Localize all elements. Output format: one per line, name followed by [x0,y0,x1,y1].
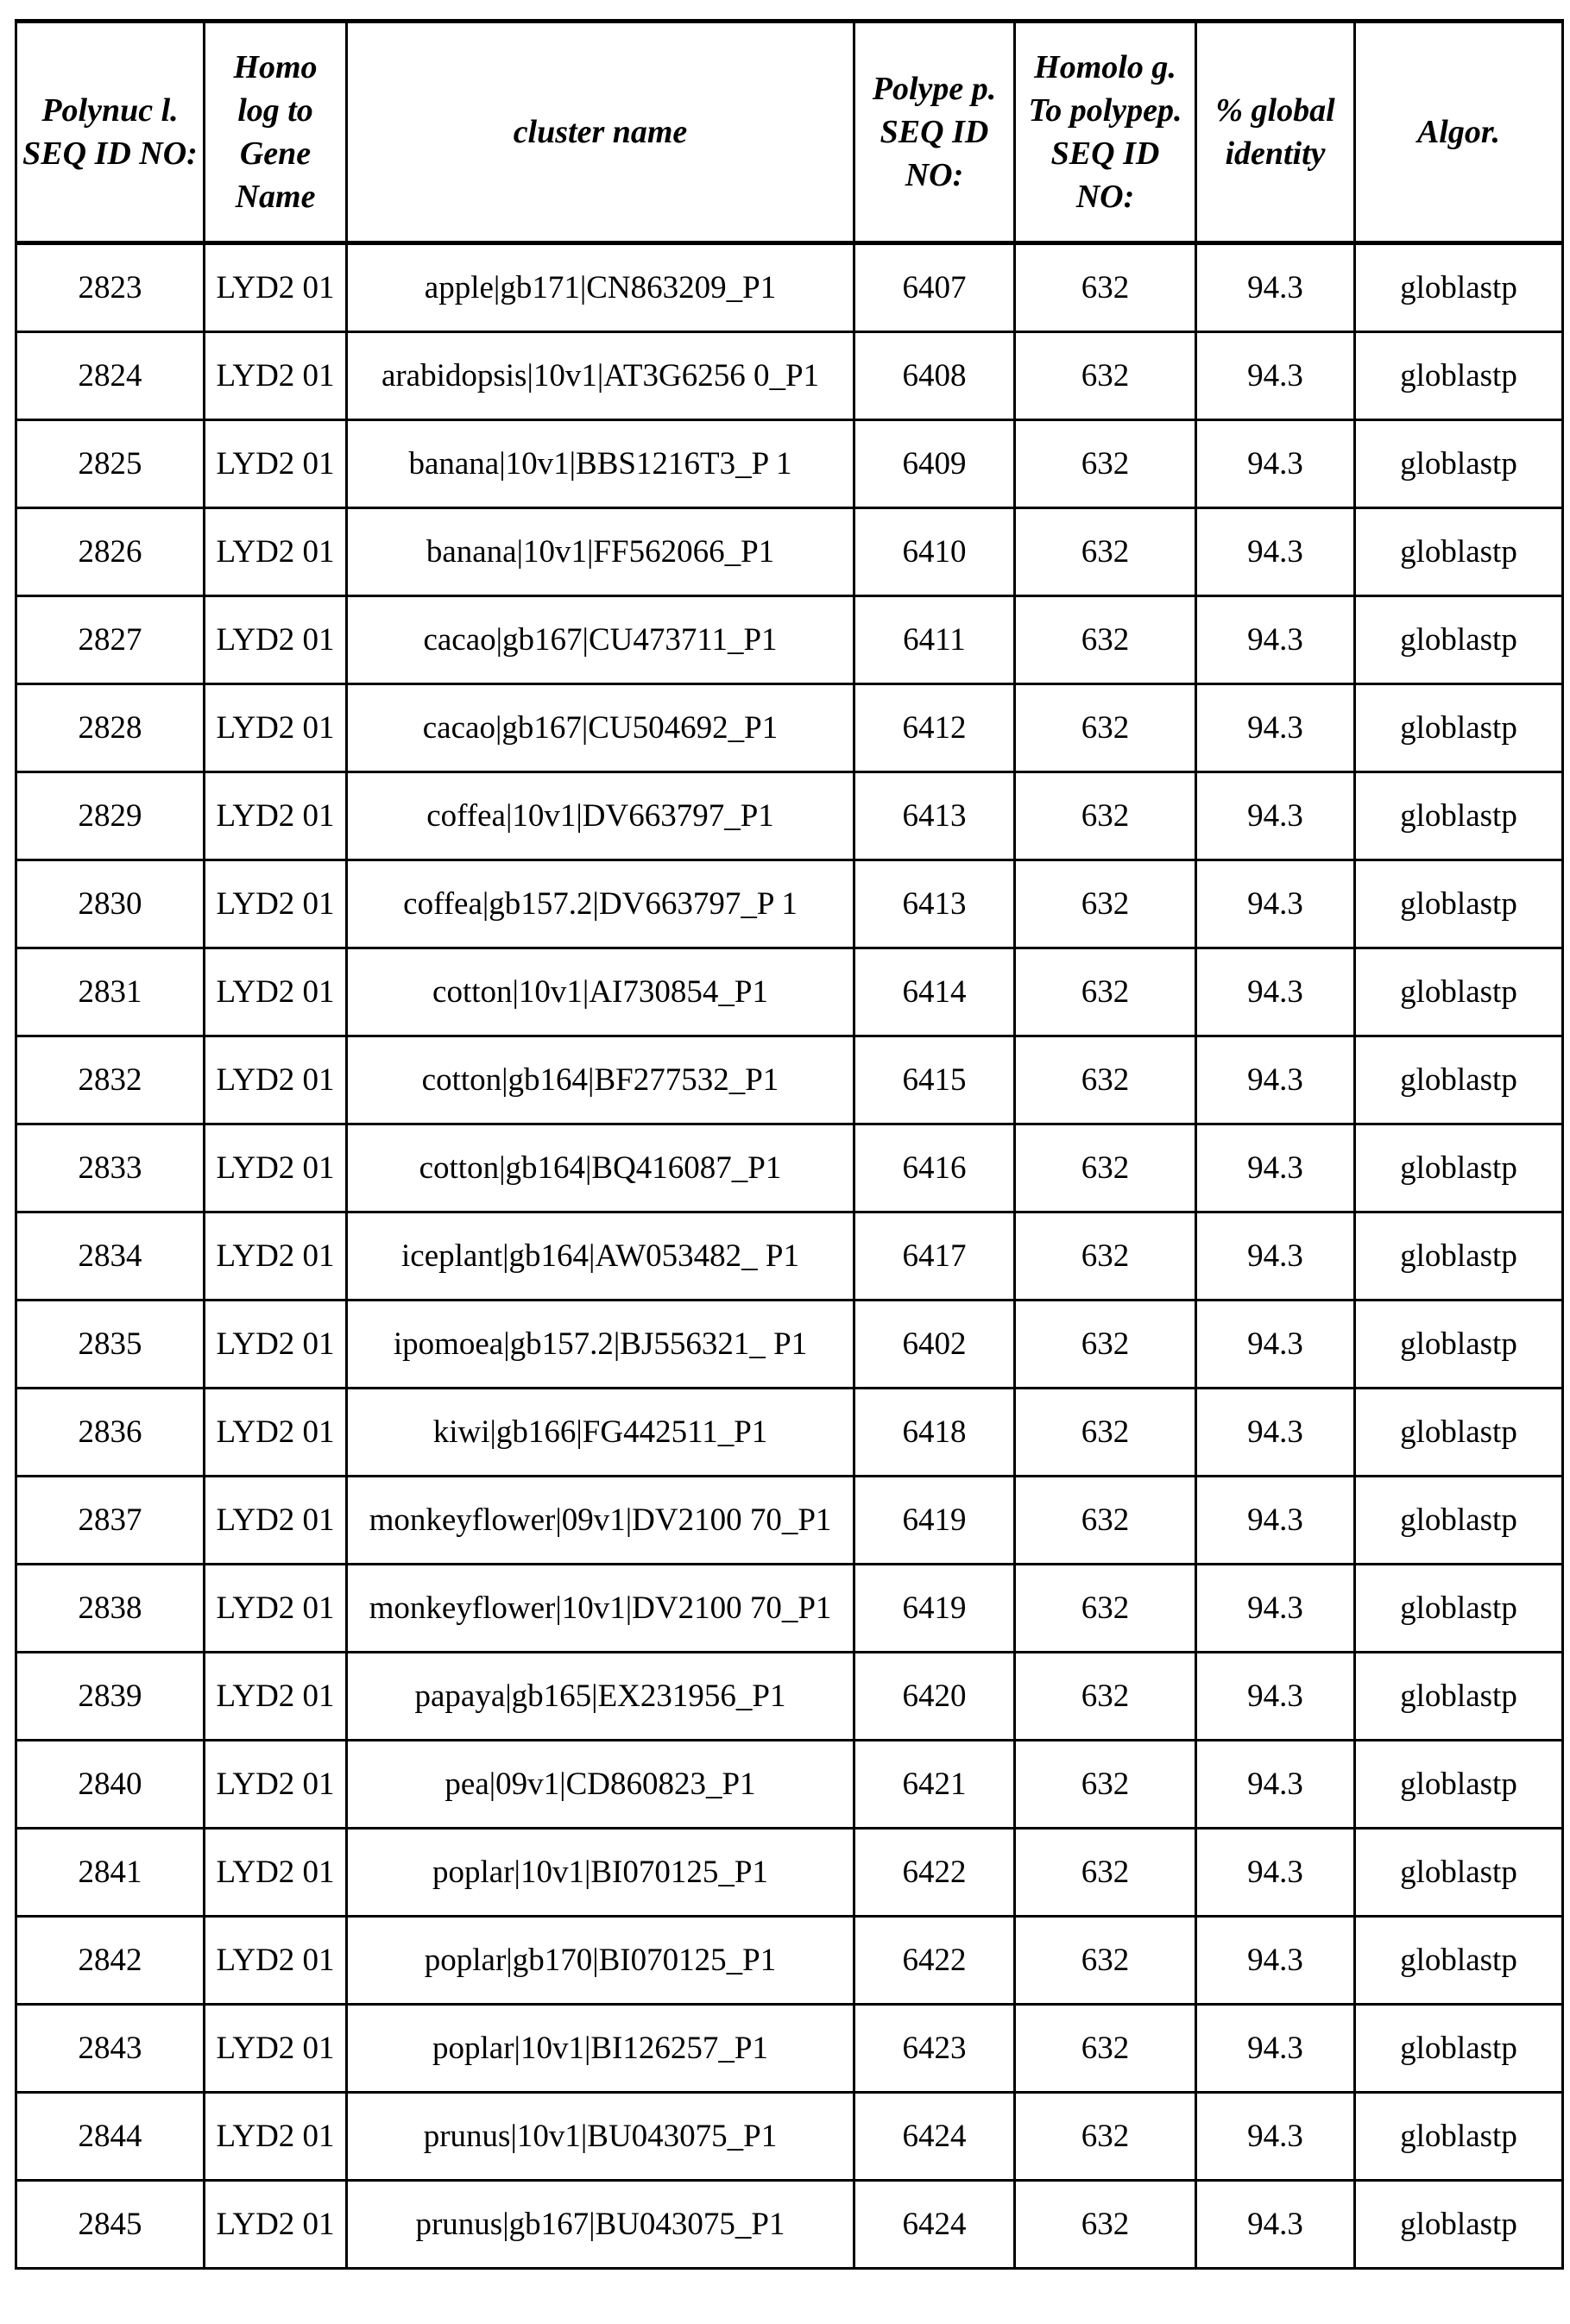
table-row [16,1389,1563,1477]
table-row [16,243,1563,332]
cell-homolog-gene-name: LYD2 01 [205,1741,347,1829]
cell-homolog-polypeptide-seq-id: 632 [1015,596,1196,684]
cell-global-identity: 94.3 [1196,1741,1355,1829]
cell-global-identity: 94.3 [1196,1653,1355,1741]
cell-algorithm: globlastp [1355,1741,1563,1829]
cell-global-identity: 94.3 [1196,243,1355,332]
cell-homolog-polypeptide-seq-id: 632 [1015,1212,1196,1301]
header-algorithm: Algor. [1355,22,1563,243]
cell-algorithm: globlastp [1355,1036,1563,1124]
cell-cluster-name: poplar|gb170|BI070125_P1 [347,1917,854,2005]
cell-global-identity: 94.3 [1196,772,1355,860]
cell-homolog-gene-name: LYD2 01 [205,243,347,332]
table-row [16,1829,1563,1917]
cell-polypeptide-seq-id: 6417 [854,1212,1015,1301]
cell-cluster-name: cacao|gb167|CU473711_P1 [347,596,854,684]
cell-polynucleotide-seq-id: 2835 [16,1301,205,1389]
table-row [16,596,1563,684]
cell-polynucleotide-seq-id: 2836 [16,1389,205,1477]
cell-polynucleotide-seq-id: 2843 [16,2005,205,2093]
cell-polynucleotide-seq-id: 2823 [16,243,205,332]
cell-global-identity: 94.3 [1196,596,1355,684]
cell-homolog-gene-name: LYD2 01 [205,1124,347,1212]
table-row [16,1212,1563,1301]
cell-global-identity: 94.3 [1196,1124,1355,1212]
cell-algorithm: globlastp [1355,1212,1563,1301]
table-row [16,1565,1563,1653]
cell-cluster-name: poplar|10v1|BI070125_P1 [347,1829,854,1917]
cell-homolog-polypeptide-seq-id: 632 [1015,1301,1196,1389]
cell-global-identity: 94.3 [1196,684,1355,772]
cell-global-identity: 94.3 [1196,860,1355,948]
cell-homolog-gene-name: LYD2 01 [205,948,347,1036]
cell-homolog-polypeptide-seq-id: 632 [1015,1036,1196,1124]
cell-algorithm: globlastp [1355,2093,1563,2181]
cell-cluster-name: coffea|10v1|DV663797_P1 [347,772,854,860]
cell-cluster-name: apple|gb171|CN863209_P1 [347,243,854,332]
cell-polynucleotide-seq-id: 2837 [16,1477,205,1565]
cell-cluster-name: papaya|gb165|EX231956_P1 [347,1653,854,1741]
cell-homolog-gene-name: LYD2 01 [205,2181,347,2269]
cell-homolog-gene-name: LYD2 01 [205,1477,347,1565]
table-row [16,1036,1563,1124]
cell-homolog-polypeptide-seq-id: 632 [1015,332,1196,420]
table-row [16,1301,1563,1389]
cell-polypeptide-seq-id: 6423 [854,2005,1015,2093]
cell-cluster-name: ipomoea|gb157.2|BJ556321_ P1 [347,1301,854,1389]
cell-polypeptide-seq-id: 6408 [854,332,1015,420]
cell-global-identity: 94.3 [1196,1301,1355,1389]
cell-homolog-polypeptide-seq-id: 632 [1015,684,1196,772]
table-row [16,1741,1563,1829]
cell-polynucleotide-seq-id: 2839 [16,1653,205,1741]
header-global-identity: % global identity [1196,22,1355,243]
cell-polynucleotide-seq-id: 2840 [16,1741,205,1829]
cell-homolog-polypeptide-seq-id: 632 [1015,772,1196,860]
cell-algorithm: globlastp [1355,420,1563,508]
cell-homolog-gene-name: LYD2 01 [205,860,347,948]
cell-homolog-polypeptide-seq-id: 632 [1015,1477,1196,1565]
cell-polynucleotide-seq-id: 2828 [16,684,205,772]
cell-polypeptide-seq-id: 6424 [854,2093,1015,2181]
cell-polynucleotide-seq-id: 2833 [16,1124,205,1212]
cell-cluster-name: cotton|10v1|AI730854_P1 [347,948,854,1036]
cell-algorithm: globlastp [1355,2181,1563,2269]
cell-polypeptide-seq-id: 6410 [854,508,1015,596]
table-row [16,2181,1563,2269]
table-row [16,508,1563,596]
table-row [16,1477,1563,1565]
cell-homolog-polypeptide-seq-id: 632 [1015,420,1196,508]
cell-cluster-name: iceplant|gb164|AW053482_ P1 [347,1212,854,1301]
table-row [16,860,1563,948]
header-polypeptide-seq-id: Polype p. SEQ ID NO: [854,22,1015,243]
table-row [16,1917,1563,2005]
cell-polypeptide-seq-id: 6418 [854,1389,1015,1477]
cell-homolog-polypeptide-seq-id: 632 [1015,243,1196,332]
cell-polypeptide-seq-id: 6402 [854,1301,1015,1389]
cell-algorithm: globlastp [1355,772,1563,860]
cell-cluster-name: cacao|gb167|CU504692_P1 [347,684,854,772]
cell-homolog-gene-name: LYD2 01 [205,332,347,420]
cell-homolog-polypeptide-seq-id: 632 [1015,948,1196,1036]
cell-cluster-name: cotton|gb164|BF277532_P1 [347,1036,854,1124]
header-homolog-polypeptide-seq-id: Homolo g. To polypep. SEQ ID NO: [1015,22,1196,243]
cell-algorithm: globlastp [1355,508,1563,596]
cell-homolog-gene-name: LYD2 01 [205,596,347,684]
cell-polypeptide-seq-id: 6422 [854,1829,1015,1917]
cell-global-identity: 94.3 [1196,1829,1355,1917]
cell-polypeptide-seq-id: 6420 [854,1653,1015,1741]
header-polynucleotide-seq-id: Polynuc l. SEQ ID NO: [16,22,205,243]
cell-cluster-name: coffea|gb157.2|DV663797_P 1 [347,860,854,948]
cell-cluster-name: banana|10v1|BBS1216T3_P 1 [347,420,854,508]
cell-global-identity: 94.3 [1196,1036,1355,1124]
table-row [16,1653,1563,1741]
cell-polynucleotide-seq-id: 2831 [16,948,205,1036]
cell-global-identity: 94.3 [1196,948,1355,1036]
cell-polynucleotide-seq-id: 2824 [16,332,205,420]
cell-homolog-polypeptide-seq-id: 632 [1015,2093,1196,2181]
cell-algorithm: globlastp [1355,1829,1563,1917]
cell-homolog-gene-name: LYD2 01 [205,1565,347,1653]
cell-homolog-gene-name: LYD2 01 [205,1036,347,1124]
table-row [16,2093,1563,2181]
table-row [16,684,1563,772]
cell-homolog-gene-name: LYD2 01 [205,1301,347,1389]
cell-homolog-gene-name: LYD2 01 [205,772,347,860]
cell-homolog-polypeptide-seq-id: 632 [1015,1917,1196,2005]
cell-polynucleotide-seq-id: 2844 [16,2093,205,2181]
cell-homolog-polypeptide-seq-id: 632 [1015,2005,1196,2093]
cell-homolog-gene-name: LYD2 01 [205,508,347,596]
cell-polypeptide-seq-id: 6412 [854,684,1015,772]
cell-polynucleotide-seq-id: 2827 [16,596,205,684]
cell-algorithm: globlastp [1355,1477,1563,1565]
cell-algorithm: globlastp [1355,1917,1563,2005]
cell-cluster-name: monkeyflower|10v1|DV2100 70_P1 [347,1565,854,1653]
homolog-table [15,19,1564,2270]
cell-polypeptide-seq-id: 6422 [854,1917,1015,2005]
cell-polypeptide-seq-id: 6413 [854,860,1015,948]
cell-polypeptide-seq-id: 6415 [854,1036,1015,1124]
cell-global-identity: 94.3 [1196,420,1355,508]
cell-polynucleotide-seq-id: 2829 [16,772,205,860]
table-row [16,2005,1563,2093]
cell-homolog-polypeptide-seq-id: 632 [1015,860,1196,948]
cell-global-identity: 94.3 [1196,2181,1355,2269]
cell-homolog-gene-name: LYD2 01 [205,1389,347,1477]
cell-homolog-gene-name: LYD2 01 [205,420,347,508]
cell-polypeptide-seq-id: 6419 [854,1565,1015,1653]
cell-global-identity: 94.3 [1196,2005,1355,2093]
cell-polynucleotide-seq-id: 2834 [16,1212,205,1301]
cell-cluster-name: monkeyflower|09v1|DV2100 70_P1 [347,1477,854,1565]
cell-polypeptide-seq-id: 6413 [854,772,1015,860]
header-row [16,22,1563,243]
header-homolog-gene-name: Homo log to Gene Name [205,22,347,243]
cell-cluster-name: kiwi|gb166|FG442511_P1 [347,1389,854,1477]
cell-algorithm: globlastp [1355,1565,1563,1653]
cell-algorithm: globlastp [1355,1301,1563,1389]
cell-polynucleotide-seq-id: 2830 [16,860,205,948]
cell-polypeptide-seq-id: 6421 [854,1741,1015,1829]
cell-algorithm: globlastp [1355,2005,1563,2093]
cell-cluster-name: prunus|gb167|BU043075_P1 [347,2181,854,2269]
cell-polynucleotide-seq-id: 2832 [16,1036,205,1124]
cell-algorithm: globlastp [1355,684,1563,772]
cell-cluster-name: prunus|10v1|BU043075_P1 [347,2093,854,2181]
table-row [16,332,1563,420]
cell-global-identity: 94.3 [1196,1565,1355,1653]
cell-polypeptide-seq-id: 6409 [854,420,1015,508]
cell-cluster-name: banana|10v1|FF562066_P1 [347,508,854,596]
cell-cluster-name: poplar|10v1|BI126257_P1 [347,2005,854,2093]
cell-polypeptide-seq-id: 6411 [854,596,1015,684]
table-row [16,420,1563,508]
cell-algorithm: globlastp [1355,332,1563,420]
cell-polypeptide-seq-id: 6419 [854,1477,1015,1565]
cell-homolog-gene-name: LYD2 01 [205,1212,347,1301]
table-row [16,948,1563,1036]
cell-algorithm: globlastp [1355,948,1563,1036]
cell-homolog-polypeptide-seq-id: 632 [1015,508,1196,596]
cell-polynucleotide-seq-id: 2842 [16,1917,205,2005]
cell-homolog-polypeptide-seq-id: 632 [1015,1829,1196,1917]
cell-algorithm: globlastp [1355,1389,1563,1477]
cell-polynucleotide-seq-id: 2841 [16,1829,205,1917]
cell-cluster-name: arabidopsis|10v1|AT3G6256 0_P1 [347,332,854,420]
cell-homolog-gene-name: LYD2 01 [205,2093,347,2181]
cell-homolog-polypeptide-seq-id: 632 [1015,1565,1196,1653]
cell-homolog-polypeptide-seq-id: 632 [1015,1124,1196,1212]
cell-polynucleotide-seq-id: 2826 [16,508,205,596]
cell-homolog-polypeptide-seq-id: 632 [1015,1389,1196,1477]
cell-homolog-gene-name: LYD2 01 [205,1917,347,2005]
cell-global-identity: 94.3 [1196,2093,1355,2181]
header-cluster-name: cluster name [347,22,854,243]
cell-polynucleotide-seq-id: 2838 [16,1565,205,1653]
cell-global-identity: 94.3 [1196,332,1355,420]
cell-homolog-gene-name: LYD2 01 [205,1829,347,1917]
cell-homolog-polypeptide-seq-id: 632 [1015,2181,1196,2269]
cell-algorithm: globlastp [1355,243,1563,332]
cell-homolog-polypeptide-seq-id: 632 [1015,1741,1196,1829]
cell-global-identity: 94.3 [1196,1212,1355,1301]
cell-global-identity: 94.3 [1196,1389,1355,1477]
cell-polypeptide-seq-id: 6416 [854,1124,1015,1212]
cell-polynucleotide-seq-id: 2845 [16,2181,205,2269]
cell-polypeptide-seq-id: 6424 [854,2181,1015,2269]
cell-algorithm: globlastp [1355,860,1563,948]
cell-cluster-name: pea|09v1|CD860823_P1 [347,1741,854,1829]
table-row [16,772,1563,860]
cell-homolog-gene-name: LYD2 01 [205,684,347,772]
cell-homolog-gene-name: LYD2 01 [205,2005,347,2093]
cell-homolog-gene-name: LYD2 01 [205,1653,347,1741]
cell-cluster-name: cotton|gb164|BQ416087_P1 [347,1124,854,1212]
cell-global-identity: 94.3 [1196,1477,1355,1565]
cell-polynucleotide-seq-id: 2825 [16,420,205,508]
cell-algorithm: globlastp [1355,596,1563,684]
cell-global-identity: 94.3 [1196,508,1355,596]
cell-polypeptide-seq-id: 6407 [854,243,1015,332]
cell-global-identity: 94.3 [1196,1917,1355,2005]
cell-algorithm: globlastp [1355,1653,1563,1741]
cell-polypeptide-seq-id: 6414 [854,948,1015,1036]
cell-homolog-polypeptide-seq-id: 632 [1015,1653,1196,1741]
table-row [16,1124,1563,1212]
cell-algorithm: globlastp [1355,1124,1563,1212]
